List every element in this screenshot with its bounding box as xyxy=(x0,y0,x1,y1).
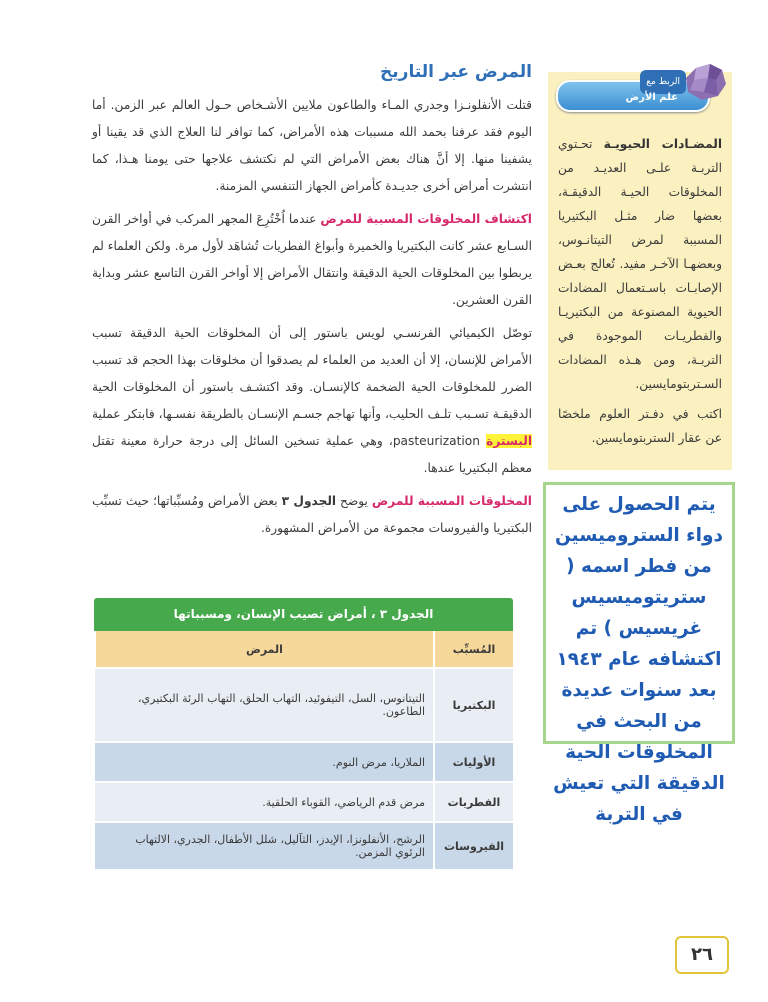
section-title: المرض عبر التاريخ xyxy=(380,62,532,82)
disease-table-grid xyxy=(94,631,513,869)
table-row xyxy=(95,822,513,869)
pasteurization-term: pasteurization xyxy=(392,434,487,448)
page-number: ٢٦ xyxy=(675,936,729,974)
paragraph-pathogens-b: بعض الأمراض ومُسبِّباتها؛ حيث تسبِّب البكتيريا والفيروسات مجموعة من الأمراض المشهورة. xyxy=(92,494,532,535)
paragraph-pasteur xyxy=(92,320,532,482)
cell-cause: البكتيريا xyxy=(434,668,513,742)
cell-disease: الملاريا، مرض النوم. xyxy=(95,742,434,782)
table-reference: الجدول ٣ xyxy=(281,494,337,508)
table-title: الجدول ٣ ، أمراض تصيب الإنسان، ومسبباتها xyxy=(94,598,513,631)
sidebar-task: اكتب في دفـتر العلوم ملخصًا عن عقار الستربتومايسين. xyxy=(558,407,722,445)
cell-disease: مرض قدم الرياضي، القوباء الحلقية. xyxy=(95,782,434,822)
paragraph-intro: قتلت الأنفلونـزا وجدري المـاء والطاعون ملايين الأشـخاص حـول العالم عبر الزمن. أما اليوم فقد عرفنا بحمد الله مسببات هذه الأمراض، كما توافر لنا العلاج الذي قد يقينا أو يشفينا منها. إلا أنَّ هناك بعض الأمراض التي لم نكتشف علاجها حتى يومنا هـذا، كما انتشرت أمراض أخرى جديـدة كأمراض الجهاز التنفسي المزمنة. xyxy=(92,98,532,193)
earth-science-sidebar xyxy=(548,72,732,470)
cell-disease: الرشح، الأنفلونزا، الإيدز، الثآليل، شلل الأطفال، الجدري، الالتهاب الرئوي المزمن. xyxy=(95,822,434,869)
paragraph-discovery xyxy=(92,206,532,314)
sidebar-body xyxy=(558,132,722,396)
keyword-pathogens: المخلوقات المسببة للمرض xyxy=(371,494,532,508)
paragraph-pasteur-text-b: ، وهي عملية تسخين السائل إلى درجة حرارة معينة تقتل معظم البكتيريا عندها. xyxy=(92,434,532,475)
disease-table xyxy=(94,598,513,869)
table-row xyxy=(95,742,513,782)
paragraph-pathogens-a: يوضح xyxy=(336,494,372,508)
cell-cause: الأوليات xyxy=(434,742,513,782)
paragraph-pathogens xyxy=(92,488,532,542)
paragraph-pasteur-text-a: توصّل الكيميائي الفرنسـي لويس باستور إلى أن المخلوقات الحية الدقيقة تسبب الأمراض للإنسان، إلا أن العديد من العلماء لم يصدقوا أن مخلوقات بهذا الحجم قد تسبب الضرر للمخلوقات الحية الضخمة كالإنسـان. وقد اكتشـف باستور أن المخلوقات الحية الدقيقـة تسـبب تلـف الحليب، وأنها تهاجم جسـم الإنسـان بالطريقة نفسـها، فابتكر عملية xyxy=(92,326,532,421)
badge-subject-label: علم الأرض xyxy=(625,92,678,103)
cell-cause: الفيروسات xyxy=(434,822,513,869)
main-content xyxy=(92,62,532,548)
earth-science-badge xyxy=(556,68,724,112)
highlight-pasteurization-ar: البسترة xyxy=(486,434,533,448)
header-disease: المرض xyxy=(95,631,434,668)
cell-cause: الفطريات xyxy=(434,782,513,822)
badge-connection-label: الربط مع xyxy=(640,70,686,94)
cell-disease: التيتانوس، السل، التيفوئيد، التهاب الحلق، التهاب الرئة البكتيري، الطاعون. xyxy=(95,668,434,742)
streptomycin-note: يتم الحصول على دواء الستروميسين من فطر اسمه ( ستريتوميسيس غريسيس ) تم اكتشافه عام ١٩٤٣ بعد سنوات عديدة من البحث في المخلوقات الحية الدقيقة التي تعيش في التربة xyxy=(543,482,735,744)
header-cause: المُسبِّب xyxy=(434,631,513,668)
table-row xyxy=(95,668,513,742)
sidebar-keyword: المضـادات الحيويـة xyxy=(603,137,723,151)
sidebar-text: تحـتوي التربـة علـى العديـد من المخلوقات الحيـة الدقيقـة، بعضها ضار مثـل البكتيريا المسببة لمرض التيتانـوس، وبعضهـا الآخـر مفيد. تُعالج بعـض الإصابـات باسـتعمال المضادات الحيوية المصنوعة من البكتيريـا والفطريـات الموجودة في التربـة، ومن هـذه المضادات السـتربتومايسين. xyxy=(558,137,722,391)
paragraph-discovery-text: عندما اُخْتُرِعَ المجهر المركب في أواخر القرن السـابع عشر كانت البكتيريا والخميرة وأبواغ الفطريات تُشاهَد لأول مرة. ولكن العلماء لم يربطوا بين المخلوقات الحية الدقيقة وانتقال الأمراض إلا أواخر القرن التاسع عشر وبداية القرن العشرين. xyxy=(92,212,532,307)
mineral-rock-icon xyxy=(682,62,728,102)
table-row xyxy=(95,782,513,822)
keyword-discovery: اكتشاف المخلوقات المسببة للمرض xyxy=(320,212,532,226)
